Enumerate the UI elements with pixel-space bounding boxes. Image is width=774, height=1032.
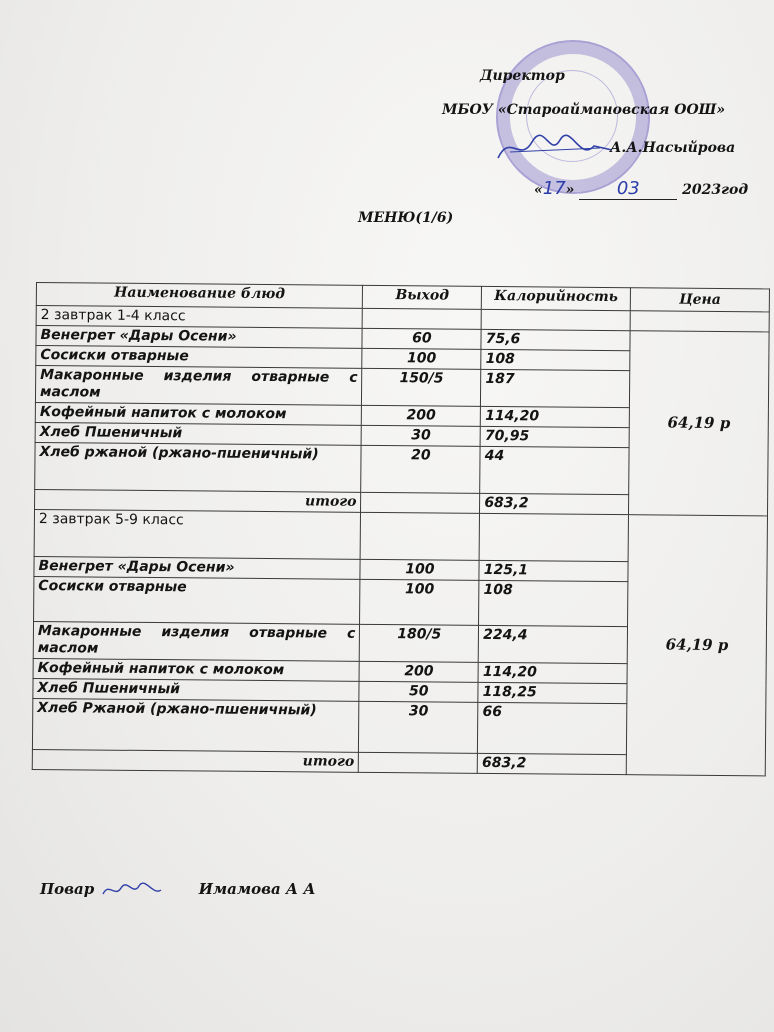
- dish-name: Венегрет «Дары Осени»: [36, 326, 363, 349]
- dish-name: Хлеб Пшеничный: [35, 422, 362, 445]
- approval-block: [430, 64, 760, 204]
- dish-calories: 125,1: [479, 560, 628, 581]
- dish-name: Хлеб Пшеничный: [33, 678, 360, 701]
- dish-name: Сосиски отварные: [34, 576, 361, 624]
- dish-output: 50: [359, 681, 478, 702]
- dish-output: 100: [360, 579, 479, 625]
- dish-calories: 114,20: [478, 662, 627, 683]
- total-label: итого: [35, 489, 362, 512]
- dish-calories: 70,95: [480, 426, 629, 447]
- dish-output: 60: [362, 328, 481, 349]
- dish-name: Кофейный напиток с молоком: [33, 658, 360, 681]
- dish-calories: 75,6: [481, 329, 630, 350]
- dish-name: Макаронные изделия отварные с маслом: [33, 621, 360, 661]
- section-label: 2 завтрак 5-9 класс: [34, 509, 361, 559]
- dish-name: Хлеб ржаной (ржано-пшеничный): [35, 442, 362, 492]
- page-title: МЕНЮ(1/6): [358, 210, 454, 226]
- dish-name: Хлеб Ржаной (ржано-пшеничный): [32, 698, 359, 752]
- dish-output: 30: [362, 425, 481, 446]
- dish-output: 200: [362, 405, 481, 426]
- dish-name: Макаронные изделия отварные с маслом: [35, 366, 362, 406]
- header-dish: Наименование блюд: [36, 283, 363, 309]
- dish-output: 150/5: [362, 368, 481, 406]
- approval-org: МБОУ «Староаймановская ООШ»: [442, 102, 726, 118]
- header-calories: Калорийность: [482, 286, 631, 310]
- total-label: итого: [32, 749, 359, 772]
- date-month: 03: [616, 178, 640, 199]
- dish-calories: 114,20: [481, 406, 630, 427]
- date-day: 17: [542, 178, 566, 199]
- dish-output: 200: [359, 661, 478, 682]
- dish-calories: 187: [481, 369, 630, 407]
- date-close-quote: »: [565, 182, 575, 198]
- dish-calories: 44: [480, 446, 629, 494]
- header-price: Цена: [630, 288, 769, 312]
- approval-name: А.А.Насыйрова: [610, 140, 736, 156]
- header-output: Выход: [363, 285, 482, 309]
- section-row: [34, 509, 767, 562]
- cook-signature: [99, 880, 165, 900]
- total-calories: 683,2: [480, 493, 629, 514]
- approval-role: Директор: [480, 68, 565, 84]
- total-calories: 683,2: [477, 753, 626, 774]
- cook-label: Повар: [40, 880, 95, 898]
- dish-calories: 66: [478, 702, 627, 754]
- dish-output: 180/5: [360, 624, 479, 662]
- cook-signature-line: [40, 880, 316, 900]
- approval-date: [534, 178, 748, 200]
- dish-name: Венегрет «Дары Осени»: [34, 556, 361, 579]
- dish-calories: 108: [481, 349, 630, 370]
- dish-output: 100: [362, 348, 481, 369]
- section-price: 64,19 р: [626, 515, 767, 776]
- dish-output: 20: [361, 445, 480, 493]
- dish-output: 30: [359, 701, 478, 753]
- section-price: 64,19 р: [629, 331, 769, 516]
- dish-calories: 224,4: [478, 625, 627, 663]
- dish-name: Кофейный напиток с молоком: [35, 402, 362, 425]
- dish-name: Сосиски отварные: [36, 346, 363, 369]
- cook-name: Имамова А А: [198, 880, 316, 898]
- dish-output: 100: [360, 559, 479, 580]
- section-label: 2 завтрак 1-4 класс: [36, 306, 363, 329]
- dish-calories: 118,25: [478, 682, 627, 703]
- menu-table: [32, 282, 770, 776]
- date-open-quote: «: [534, 182, 543, 198]
- date-year: 2023год: [682, 182, 749, 198]
- dish-calories: 108: [479, 580, 628, 626]
